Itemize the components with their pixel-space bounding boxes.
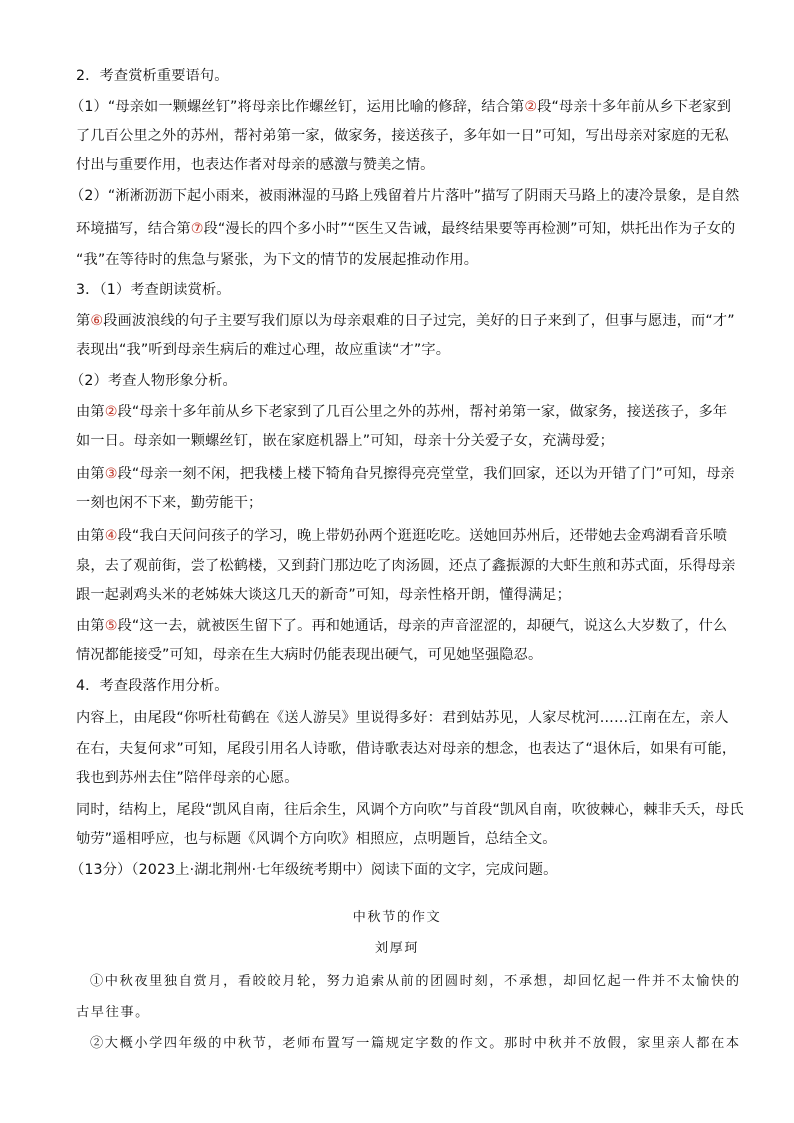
answer-line: 2．考查赏析重要语句。	[76, 68, 229, 84]
answer-line: “我”在等待时的焦急与紧张，为下文的情节的发展起推动作用。	[76, 252, 479, 268]
answer-line: 跟一起剥鸡头米的老姊妹大谈这几天的新奇”可知，母亲性格开朗，懂得满足；	[76, 587, 571, 603]
article-paragraph-line: ②大概小学四年级的中秋节，老师布置写一篇规定字数的作文。那时中秋并不放假，家里亲人都在本	[90, 1036, 741, 1051]
article-author: 刘厚珂	[374, 941, 420, 956]
answer-line: （2）考查人物形象分析。	[70, 373, 237, 389]
answer-line: 同时，结构上，尾段“凯风自南，往后余生，风调个方向吹”与首段“凯风自南，吹彼棘心，棘非夭夭，母氏	[76, 802, 744, 818]
answer-line: 由第④段“我白天问问孩子的学习，晚上带奶孙两个逛逛吃吃。送她回苏州后，还带她去金鸡湖看音乐喷	[76, 528, 728, 544]
answer-line: 由第②段“母亲十多年前从乡下老家到了几百公里之外的苏州，帮衬弟第一家，做家务，接送孩子，多年	[76, 404, 728, 420]
answer-line: 第⑥段画波浪线的句子主要写我们原以为母亲艰难的日子过完，美好的日子来到了，但事与愿违，而“才”	[76, 313, 735, 329]
answer-line: 如一日。母亲如一颗螺丝钉，嵌在家庭机器上”可知，母亲十分关爱子女，充满母爱；	[76, 433, 614, 449]
answer-line: （2）“淅淅沥沥下起小雨来，被雨淋湿的马路上残留着片片落叶”描写了阴雨天马路上的凄冷景象，是自然	[70, 188, 740, 204]
answer-line: （1）“母亲如一颗螺丝钉”将母亲比作螺丝钉，运用比喻的修辞，结合第②段“母亲十多年前从乡下老家到	[70, 99, 732, 115]
answer-line: 由第③段“母亲一刻不闲，把我楼上楼下犄角旮旯擦得亮亮堂堂，我们回家，还以为开错了门”可知，母亲	[76, 466, 735, 482]
answer-line: 劬劳”遥相呼应，也与标题《风调个方向吹》相照应，点明题旨，总结全文。	[76, 831, 557, 847]
answer-line: 付出与重要作用，也表达作者对母亲的感激与赞美之情。	[76, 157, 435, 173]
answer-line: 情况都能接受”可知，母亲在生大病时仍能表现出硬气，可见她坚强隐忍。	[76, 647, 543, 663]
answer-line: 表现出“我”听到母亲生病后的难过心理，故应重读“才”字。	[76, 342, 451, 358]
answer-line: 泉，去了观前街，尝了松鹤楼，又到葑门那边吃了肉汤圆，还点了鑫振源的大虾生煎和苏式面，乐得母亲	[76, 558, 736, 574]
article-paragraph-line: ①中秋夜里独自赏月，看皎皎月轮，努力追索从前的团圆时刻，不承想，却回忆起一件并不太愉快的	[90, 974, 741, 989]
answer-line: 4．考查段落作用分析。	[76, 678, 229, 694]
answer-line: 我也到苏州去住”陪伴母亲的心愿。	[76, 770, 299, 786]
answer-line: 由第⑤段“这一去，就被医生留下了。再和她通话，母亲的声音涩涩的，却硬气，说这么大岁数了，什么	[76, 618, 728, 634]
answer-line: 环境描写，结合第⑦段“漫长的四个多小时”“医生又告诫，最终结果要等再检测”可知，烘托出作为子女的	[76, 221, 736, 237]
answer-line: 3．（1）考查朗读赏析。	[76, 282, 231, 298]
answer-line: 了几百公里之外的苏州，帮衬弟第一家，做家务，接送孩子，多年如一日”可知，写出母亲对家庭的无私	[76, 128, 729, 144]
article-paragraph-line: 古早往事。	[76, 1005, 150, 1020]
answer-line: 内容上，由尾段“你听杜荀鹤在《送人游吴》里说得多好：君到姑苏见，人家尽枕河……江南在左，亲人	[76, 710, 729, 726]
answer-line: 一刻也闲不下来，勤劳能干；	[76, 495, 263, 511]
article-title: 中秋节的作文	[352, 910, 442, 925]
answer-line: （13分）（2023上·湖北荆州·七年级统考期中）阅读下面的文字，完成问题。	[70, 862, 558, 878]
answer-line: 在右，夫复何求”可知，尾段引用名人诗歌，借诗歌表达对母亲的想念，也表达了“退休后，如果有可能，	[76, 741, 737, 757]
